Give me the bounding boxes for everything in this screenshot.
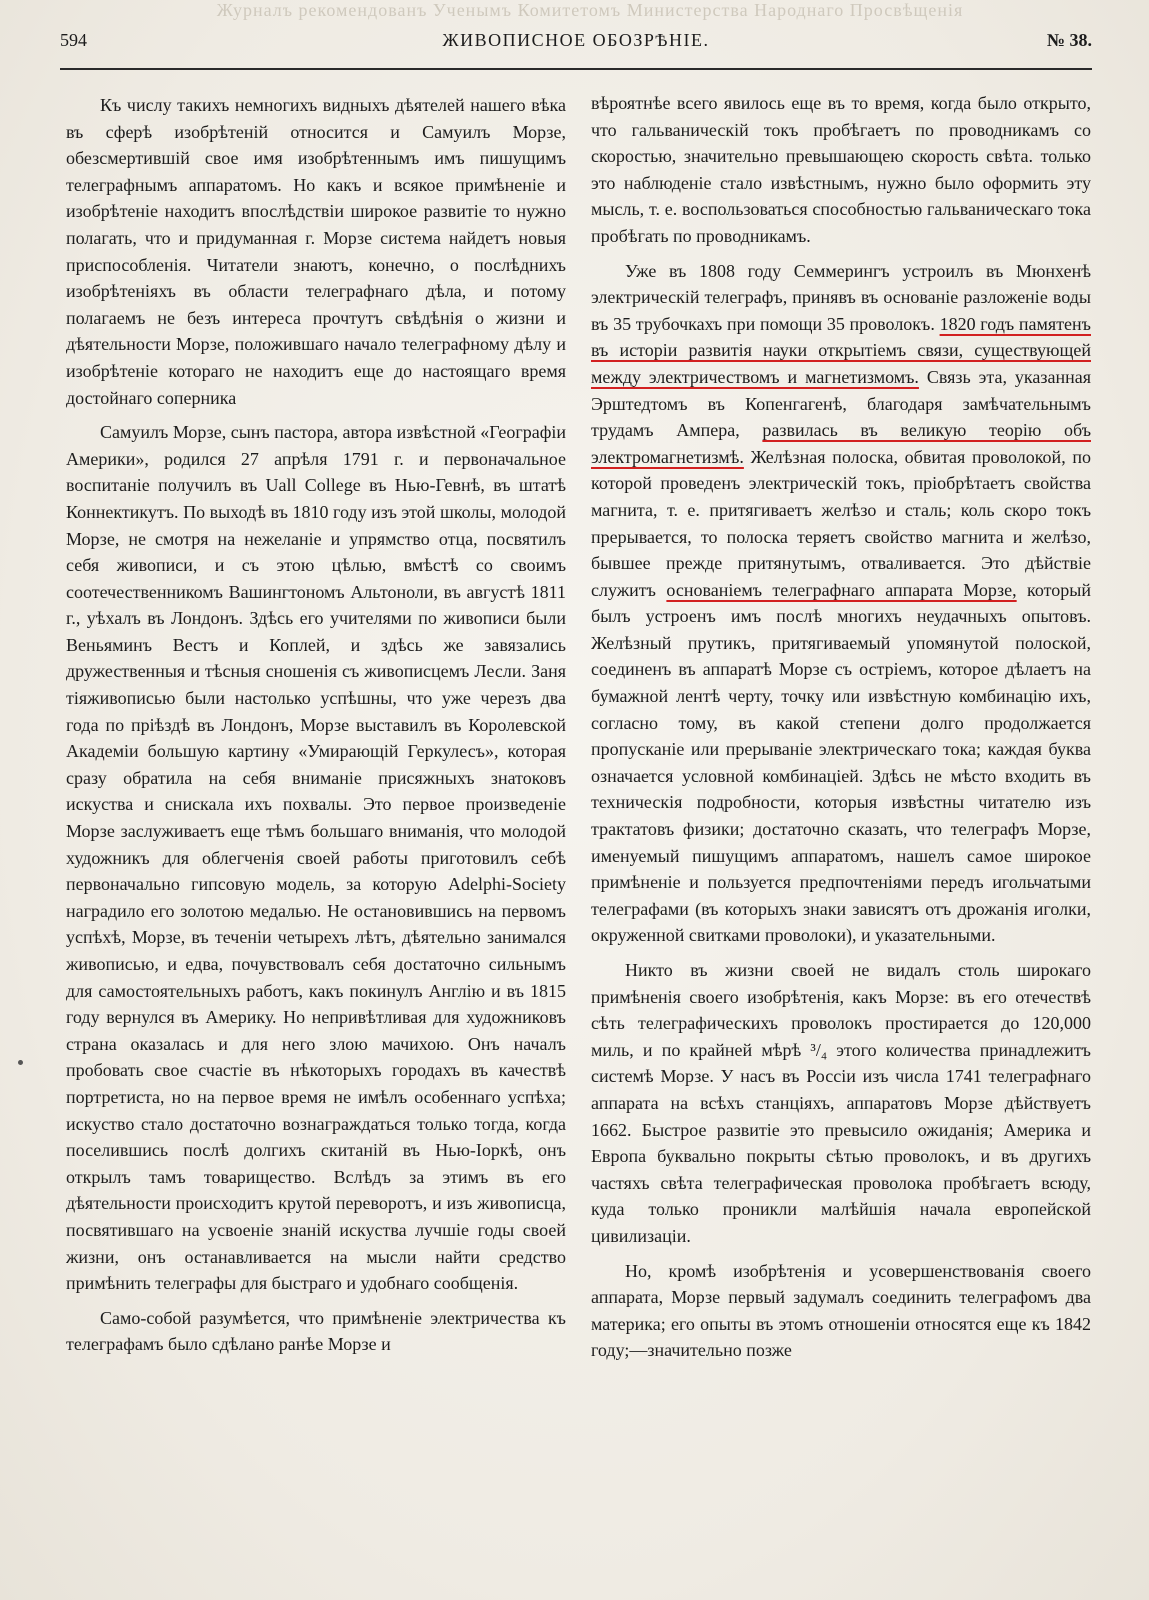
right-column: [591, 90, 1091, 1372]
header-rule: [60, 68, 1092, 70]
margin-speck: [18, 1060, 23, 1065]
underlined-passage: 1820 годъ памятенъ въ исторіи развитія науки открытіемъ связи, существующей между электричествомъ и магнетизмомъ.: [591, 313, 1091, 387]
running-header: [60, 30, 1092, 60]
left-column: [66, 92, 566, 1366]
text-run: Уже въ 1808 году Семмерингъ устроилъ въ Мюнхенѣ электрическій телеграфъ, принявъ въ основаніе разложеніе воды въ 35 трубочкахъ при помощи 35 проволокъ.: [591, 260, 1091, 334]
text-run: Желѣзная полоска, обвитая проволокой, по которой проведенъ электрическій токъ, пріобрѣтаетъ свойства магнита, т. е. притягиваетъ желѣзо и сталь; коль скоро токъ прерывается, то полоска теряетъ свойство магнита и желѣзо, бывшее прежде притянутымъ, отваливается. Это дѣйствіе служитъ: [591, 446, 1091, 600]
paragraph: Самуилъ Морзе, сынъ пастора, автора извѣстной «Географіи Америки», родился 27 апрѣля 1791 г. и первоначальное воспитаніе получилъ въ Uall College въ Нью-Гевнѣ, въ штатѣ Коннектикутъ. По выходѣ въ 1810 году изъ этой школы, молодой Морзе, не смотря на нежеланіе и упрямство отца, посвятилъ себя живописи, и съ этою цѣлью, вмѣстѣ со своимъ соотечественникомъ Вашингтономъ Альтоноли, въ августѣ 1811 г., уѣхалъ въ Лондонъ. Здѣсь его учителями по живописи были Веньяминъ Вестъ и Коплей, и здѣсь же завязались дружественныя и тѣсныя сношенія съ живописцемъ Лесли. Заня тіяживописью были настолько успѣшны, что уже черезъ два года по пріѣздѣ въ Лондонъ, Морзе выставилъ въ Королевской Академіи большую картину «Умирающій Геркулесъ», которая сразу обратила на себя вниманіе присяжныхъ знатоковъ искуства и снискала ихъ похвалы. Это первое произведеніе Морзе заслуживаетъ еще тѣмъ большаго вниманія, что молодой художникъ для облегченія своей работы приготовилъ себѣ первоначально гипсовую модель, за которую Adelphi-Society наградило его золотою медалью. Не остановившись на первомъ успѣхѣ, Морзе, въ теченіи четырехъ лѣтъ, дѣятельно занимался живописью, и едва, почувствовалъ себя достаточно сильнымъ для самостоятельныхъ работъ, какъ покинулъ Англію и въ 1815 году вернулся въ Америку. Но непривѣтливая для художниковъ страна оказалась и для него злою мачихою. Онъ началъ пробовать свое счастіе въ нѣкоторыхъ городахъ въ качествѣ портретиста, но на первое время не имѣлъ особеннаго успѣха; искуство стало достаточно вознаграждаться только тогда, когда поселившись послѣ долгихъ скитаній въ Нью-Іоркѣ, онъ открылъ тамъ товарищество. Вслѣдъ за этимъ въ его дѣятельности происходитъ крутой переворотъ, и изъ живописца, посвятившаго на усвоеніе знаній искуства лучшіе годы своей жизни, онъ останавливается на мысли найти средство примѣнить телеграфы для быстраго и удобнаго сообщенія.: [66, 422, 566, 1294]
text-run: который былъ устроенъ имъ послѣ многихъ неудачныхъ опытовъ. Желѣзный прутикъ, притягиваемый упомянутой полоской, соединенъ въ аппаратѣ Морзе съ остріемъ, которое дѣлаетъ на бумажной лентѣ черту, точку или извѣстную комбинацію ихъ, согласно тому, въ какой степени долго продолжается пропусканіе или прерываніе электрическаго тока; каждая буква означается условной комбинаціей. Здѣсь не мѣсто входить въ техническія подробности, которыя извѣстны читателю изъ трактатовъ физики; достаточно сказать, что телеграфъ Морзе, именуемый пишущимъ аппаратомъ, нашелъ самое широкое примѣненіе и пользуется предпочтеніями передъ игольчатыми телеграфами (въ которыхъ знаки зависятъ отъ дрожанія иголки, окруженной свитками проволоки), и указательными.: [591, 579, 1092, 946]
issue-number: № 38.: [1046, 30, 1092, 50]
paragraph: Никто въ жизни своей не видалъ столь широкаго примѣненія своего изобрѣтенія, какъ Морзе: въ его отечествѣ сѣть телеграфическихъ проволокъ простирается до 120,000 миль, и по крайней мѣрѣ ³/₄ этого количества принадлежитъ системѣ Морзе. У насъ въ Россіи изъ числа 1741 телеграфнаго аппарата на всѣхъ станціяхъ, аппаратовъ Морзе дѣйствуетъ 1662. Быстрое развитіе это превысило ожиданія; Америка и Европа буквально покрыты сѣтью проволокъ, и въ другихъ частяхъ свѣта телеграфическая проволока пробѣгаетъ всюду, куда только проникли малѣйшія начала европейской цивилизаціи.: [591, 960, 1091, 1246]
journal-title: ЖИВОПИСНОЕ ОБОЗРѢНІЕ.: [442, 30, 710, 50]
paragraph: Само-собой разумѣется, что примѣненіе электричества къ телеграфамъ было сдѣлано ранѣе Морзе и: [66, 1307, 566, 1355]
underlined-passage: основаніемъ телеграфнаго аппарата Морзе,: [666, 579, 1017, 600]
paragraph: [591, 258, 1091, 949]
paragraph: Но, кромѣ изобрѣтенія и усовершенствованія своего аппарата, Морзе первый задумалъ соединить телеграфомъ два материка; его опыты въ этомъ отношеніи относятся еще къ 1842 году;—значительно позже: [591, 1260, 1091, 1361]
paragraph: вѣроятнѣе всего явилось еще въ то время, когда было открыто, что гальваническій токъ пробѣгаетъ по проводникамъ со скоростью, значительно превышающею скорость свѣта. только это наблюденіе стало извѣстнымъ, нужно было оформить эту мысль, т. е. воспользоваться способностью гальваническаго тока пробѣгать по проводникамъ.: [591, 93, 1091, 246]
page-number: 594: [60, 30, 87, 50]
bleed-through-header: Журналъ рекомендованъ Ученымъ Комитетомъ Министерства Народнаго Просвѣщенія: [216, 0, 964, 20]
underlined-passage: развилась въ великую теорію объ электромагнетизмѣ.: [591, 420, 1091, 467]
text-run: Связь эта, указанная Эрштедтомъ въ Копенгагенѣ, благодаря замѣчательнымъ трудамъ Ампера,: [591, 366, 1091, 441]
paragraph: Къ числу такихъ немногихъ видныхъ дѣятелей нашего вѣка въ сферѣ изобрѣтеній относится и Самуилъ Морзе, обезсмертившій свое имя изобрѣтеннымъ имъ пишущимъ телеграфнымъ аппаратомъ. Но какъ и всякое примѣненіе и изобрѣтеніе находитъ впослѣдствіи широкое развитіе то нужно полагать, что и придуманная г. Морзе система найдетъ новыя приспособленія. Читатели знаютъ, конечно, о послѣднихъ изобрѣтеніяхъ въ области телеграфнаго дѣла, и потому полагаемъ не безъ интереса прочтутъ свѣдѣнія о жизни и дѣятельности Морзе, положившаго начало телеграфному дѣлу и изобрѣтеніе котораго не находитъ еще до настоящаго время достойнаго соперника: [66, 95, 566, 408]
